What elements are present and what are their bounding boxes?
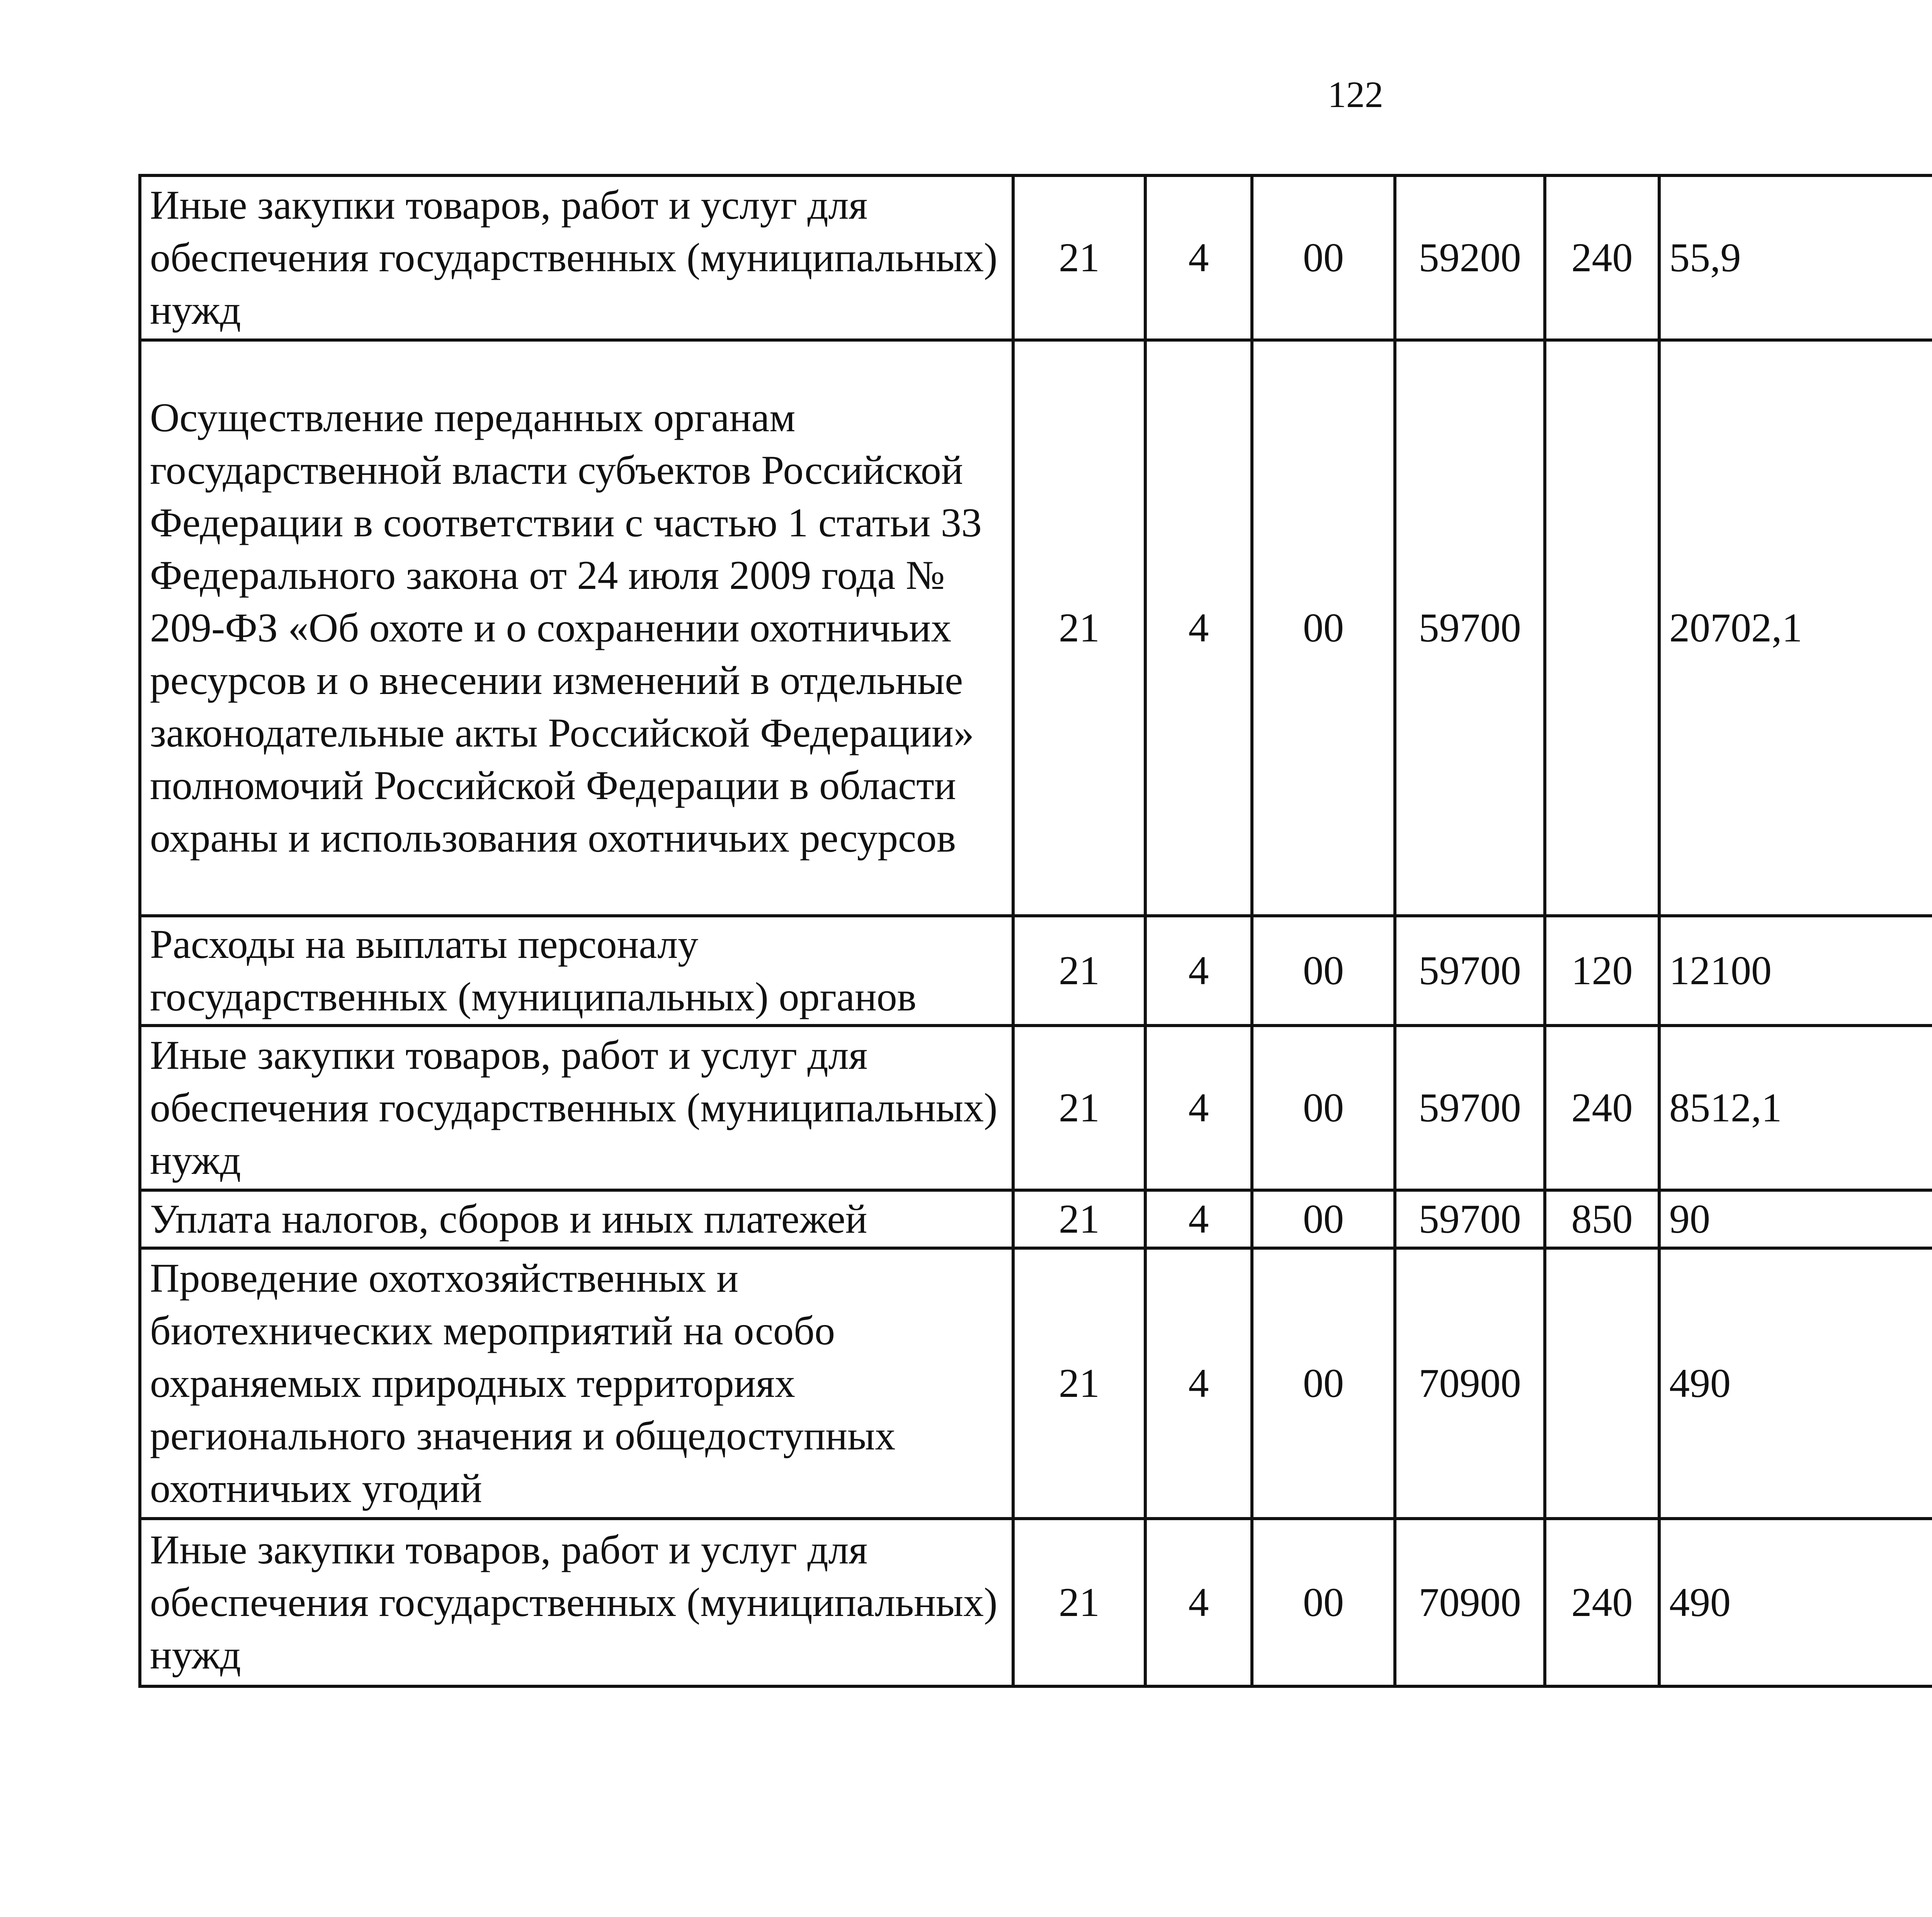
program-code: 4 [1145, 1519, 1252, 1686]
amount-year-1: 55,9 [1659, 175, 1932, 340]
table-row [140, 916, 1932, 1026]
expense-type-code: 240 [1545, 175, 1659, 340]
table-row [140, 175, 1932, 340]
subprogram-code: 00 [1252, 175, 1395, 340]
direction-code: 59700 [1395, 1190, 1545, 1248]
subprogram-code: 00 [1252, 1190, 1395, 1248]
amount-year-1: 12100 [1659, 916, 1932, 1026]
expense-type-code: 120 [1545, 916, 1659, 1026]
row-name: Иные закупки товаров, работ и услуг для обеспечения государственных (муниципальных) нужд [140, 1519, 1013, 1686]
program-code: 4 [1145, 1248, 1252, 1519]
section-code: 21 [1013, 916, 1145, 1026]
row-name: Расходы на выплаты персоналу государственных (муниципальных) органов [140, 916, 1013, 1026]
page-number: 122 [1328, 74, 1383, 115]
row-name: Осуществление переданных органам государственной власти субъектов Российской Федерации в соответствии с частью 1 статьи 33 Федерального закона от 24 июля 2009 года № 209-ФЗ «Об охоте и о сохранении охотничьих ресурсов и о внесении изменений в отдельные законодательные акты Российской Федерации» полномочий Российской Федерации в области охраны и использования охотничьих ресурсов [140, 340, 1013, 916]
subprogram-code: 00 [1252, 340, 1395, 916]
row-name: Иные закупки товаров, работ и услуг для обеспечения государственных (муниципальных) нужд [140, 175, 1013, 340]
table-row [140, 1190, 1932, 1248]
table-row [140, 340, 1932, 916]
amount-year-1: 90 [1659, 1190, 1932, 1248]
expense-type-code: 850 [1545, 1190, 1659, 1248]
program-code: 4 [1145, 916, 1252, 1026]
expense-type-code [1545, 340, 1659, 916]
direction-code: 59700 [1395, 916, 1545, 1026]
row-name: Проведение охотхозяйственных и биотехнических мероприятий на особо охраняемых природных территориях регионального значения и общедоступных охотничьих угодий [140, 1248, 1013, 1519]
row-name: Иные закупки товаров, работ и услуг для обеспечения государственных (муниципальных) нужд [140, 1026, 1013, 1190]
budget-table [138, 174, 1932, 1688]
expense-type-code: 240 [1545, 1519, 1659, 1686]
direction-code: 59700 [1395, 1026, 1545, 1190]
direction-code: 59200 [1395, 175, 1545, 340]
table-row [140, 1248, 1932, 1519]
section-code: 21 [1013, 1190, 1145, 1248]
program-code: 4 [1145, 1190, 1252, 1248]
subprogram-code: 00 [1252, 916, 1395, 1026]
subprogram-code: 00 [1252, 1519, 1395, 1686]
direction-code: 59700 [1395, 340, 1545, 916]
section-code: 21 [1013, 1026, 1145, 1190]
amount-year-1: 490 [1659, 1519, 1932, 1686]
section-code: 21 [1013, 1248, 1145, 1519]
expense-type-code: 240 [1545, 1026, 1659, 1190]
amount-year-1: 490 [1659, 1248, 1932, 1519]
direction-code: 70900 [1395, 1248, 1545, 1519]
direction-code: 70900 [1395, 1519, 1545, 1686]
section-code: 21 [1013, 175, 1145, 340]
amount-year-1: 20702,1 [1659, 340, 1932, 916]
subprogram-code: 00 [1252, 1248, 1395, 1519]
row-name: Уплата налогов, сборов и иных платежей [140, 1190, 1013, 1248]
program-code: 4 [1145, 340, 1252, 916]
program-code: 4 [1145, 175, 1252, 340]
section-code: 21 [1013, 340, 1145, 916]
section-code: 21 [1013, 1519, 1145, 1686]
expense-type-code [1545, 1248, 1659, 1519]
program-code: 4 [1145, 1026, 1252, 1190]
table-row [140, 1519, 1932, 1686]
table-row [140, 1026, 1932, 1190]
amount-year-1: 8512,1 [1659, 1026, 1932, 1190]
subprogram-code: 00 [1252, 1026, 1395, 1190]
